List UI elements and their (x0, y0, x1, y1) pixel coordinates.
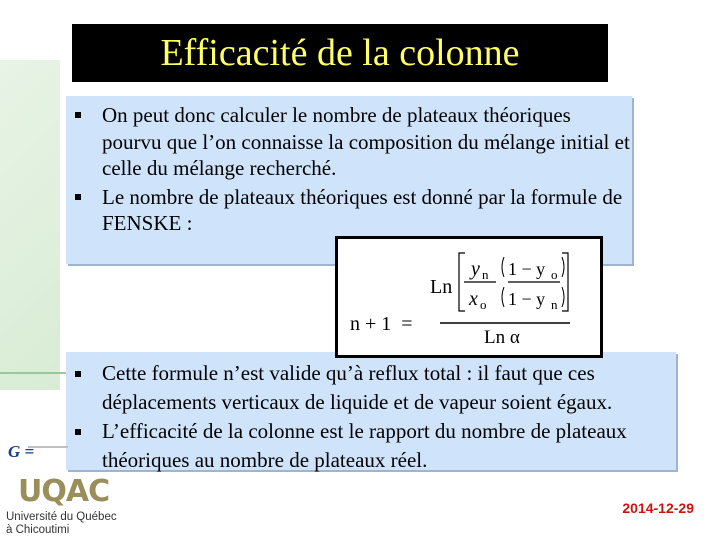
subscript-n-bottom: n (551, 297, 558, 312)
subscript-o-bottom: o (480, 297, 487, 312)
one-minus-yo-term: 1 − y (508, 259, 546, 279)
g-label: G = (8, 442, 35, 461)
ln-numerator: Ln (430, 276, 453, 298)
bullet-item (66, 417, 676, 475)
paren-close-top (562, 257, 564, 277)
uqac-logo (6, 470, 126, 540)
bullet-square-icon (75, 371, 81, 377)
subscript-n-top: n (482, 267, 489, 282)
bullet-item (66, 184, 632, 237)
background-rule (0, 372, 70, 374)
bullet-text: L’efficacité de la colonne est le rapport du nombre de plateaux théoriques au nombre de plateaux réel. (102, 419, 627, 472)
paren-close-bottom (562, 287, 564, 307)
slide-title: Efficacité de la colonne (160, 32, 520, 74)
right-bracket (562, 253, 568, 311)
title-banner (72, 24, 608, 82)
bullet-square-icon (75, 429, 81, 435)
bullet-text: Le nombre de plateaux théoriques est donné par la formule de FENSKE : (102, 184, 623, 235)
background-decoration (0, 60, 60, 390)
paren-open-bottom (502, 287, 504, 307)
slide-date: 2014-12-29 (622, 500, 694, 516)
x-o-symbol: x (469, 288, 478, 310)
paren-open-top (502, 257, 504, 277)
content-box-bottom (66, 352, 676, 470)
bullet-text: Cette formule n’est valide qu’à reflux total : il faut que ces déplacements verticaux de liquide et de vapeur soient égaux. (102, 361, 613, 414)
formula-graphic (338, 239, 600, 355)
bullet-square-icon (75, 194, 81, 200)
formula-lhs: n + 1 = (350, 313, 413, 335)
logo-line-university: Université du Québec (6, 511, 117, 523)
bullet-item (66, 359, 676, 417)
logo-wordmark: UQAC (18, 474, 110, 509)
bullet-list-bottom (66, 352, 676, 475)
fenske-formula (335, 236, 603, 358)
formula-denominator: Ln α (484, 327, 520, 348)
y-n-symbol: y (471, 258, 480, 280)
bullet-square-icon (75, 112, 81, 118)
logo-line-city: à Chicoutimi (6, 524, 70, 536)
bullet-item (66, 102, 632, 182)
bullet-text: On peut donc calculer le nombre de plateaux théoriques pourvu que l’on connaisse la composition du mélange initial et celle du mélange recherché. (102, 103, 630, 180)
subscript-o-top: o (551, 267, 558, 282)
bullet-list-top (66, 96, 632, 237)
one-minus-yn-term: 1 − y (508, 289, 546, 309)
